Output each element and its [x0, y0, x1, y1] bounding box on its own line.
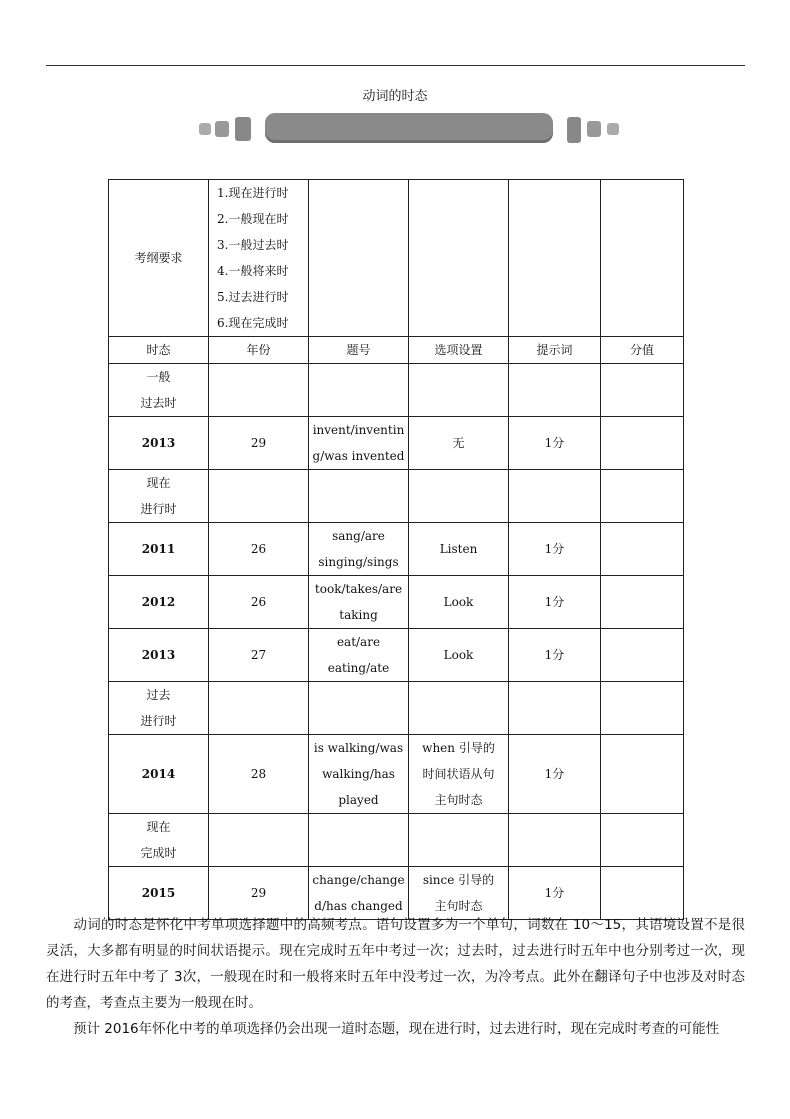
empty-cell: [601, 180, 684, 337]
question-number: 29: [209, 867, 309, 920]
year-cell: 2014: [109, 735, 209, 814]
question-number: 26: [209, 523, 309, 576]
page-title: 动词的时态: [362, 89, 428, 104]
empty-cell: [601, 523, 684, 576]
year-cell: 2013: [109, 417, 209, 470]
options-cell: eat/are eating/ate: [309, 629, 409, 682]
empty-cell: [601, 629, 684, 682]
empty-cell: [509, 814, 601, 867]
empty-cell: [601, 576, 684, 629]
empty-cell: [409, 470, 509, 523]
requirement-item: 2.一般现在时: [217, 212, 289, 226]
empty-cell: [209, 682, 309, 735]
requirement-label: 考纲要求: [109, 180, 209, 337]
requirement-item: 4.一般将来时: [217, 264, 289, 278]
options-cell: is walking/was walking/has played: [309, 735, 409, 814]
tense-group-row: [109, 682, 684, 735]
empty-cell: [509, 364, 601, 417]
empty-cell: [209, 470, 309, 523]
requirement-row: [109, 180, 684, 337]
empty-cell: [409, 682, 509, 735]
table-row: [109, 735, 684, 814]
empty-cell: [601, 417, 684, 470]
tense-label: 现在 完成时: [109, 814, 209, 867]
empty-cell: [409, 364, 509, 417]
header-rule: [46, 65, 745, 66]
empty-cell: [309, 814, 409, 867]
options-cell: invent/inventin g/was invented: [309, 417, 409, 470]
score-cell: 1分: [509, 867, 601, 920]
score-cell: 1分: [509, 523, 601, 576]
hint-cell: 无: [409, 417, 509, 470]
question-number: 28: [209, 735, 309, 814]
title-banner: [197, 113, 625, 145]
analysis-paragraph: 动词的时态是怀化中考单项选择题中的高频考点。语句设置多为一个单句，词数在 10～15，其语境设置不是很灵活，大多都有明显的时间状语提示。现在完成时五年中考过一次；过去时，过去进行时五年中也分别考过一次，现在进行时五年中考了 3次，一般现在时和一般将来时五年中没考过一次，为冷考点。此外在翻译句子中也涉及对时态的考查，考查点主要为一般现在时。: [46, 917, 745, 1011]
year-cell: 2011: [109, 523, 209, 576]
empty-cell: [601, 470, 684, 523]
hint-cell: since 引导的 主句时态: [409, 867, 509, 920]
hint-cell: Look: [409, 629, 509, 682]
prediction-paragraph: 预计 2016年怀化中考的单项选择仍会出现一道时态题，现在进行时，过去进行时，现在完成时考查的可能性: [46, 1021, 720, 1037]
empty-cell: [209, 364, 309, 417]
score-cell: 1分: [509, 417, 601, 470]
requirement-item: 3.一般过去时: [217, 238, 289, 252]
requirement-item: 6.现在完成时: [217, 316, 289, 330]
score-cell: 1分: [509, 576, 601, 629]
empty-cell: [209, 814, 309, 867]
empty-cell: [509, 180, 601, 337]
tense-label: 一般 过去时: [109, 364, 209, 417]
empty-cell: [601, 364, 684, 417]
empty-cell: [509, 682, 601, 735]
tense-group-row: [109, 364, 684, 417]
table-row: [109, 417, 684, 470]
header-row: [109, 337, 684, 364]
column-header: 时态: [109, 337, 209, 364]
requirement-item: 5.过去进行时: [217, 290, 289, 304]
empty-cell: [509, 470, 601, 523]
question-number: 29: [209, 417, 309, 470]
hint-cell: when 引导的 时间状语从句 主句时态: [409, 735, 509, 814]
score-cell: 1分: [509, 735, 601, 814]
tense-group-row: [109, 470, 684, 523]
requirement-item: 1.现在进行时: [217, 186, 289, 200]
year-cell: 2015: [109, 867, 209, 920]
hint-cell: Listen: [409, 523, 509, 576]
empty-cell: [309, 682, 409, 735]
empty-cell: [309, 364, 409, 417]
tense-group-row: [109, 814, 684, 867]
year-cell: 2013: [109, 629, 209, 682]
question-number: 27: [209, 629, 309, 682]
column-header: 选项设置: [409, 337, 509, 364]
column-header: 分值: [601, 337, 684, 364]
empty-cell: [601, 735, 684, 814]
table-row: [109, 629, 684, 682]
column-header: 提示词: [509, 337, 601, 364]
exam-table: [108, 179, 684, 920]
options-cell: took/takes/are taking: [309, 576, 409, 629]
column-header: 题号: [309, 337, 409, 364]
empty-cell: [409, 814, 509, 867]
table-row: [109, 523, 684, 576]
empty-cell: [601, 682, 684, 735]
options-cell: change/change d/has changed: [309, 867, 409, 920]
empty-cell: [309, 470, 409, 523]
empty-cell: [601, 814, 684, 867]
table-row: [109, 576, 684, 629]
empty-cell: [309, 180, 409, 337]
empty-cell: [409, 180, 509, 337]
options-cell: sang/are singing/sings: [309, 523, 409, 576]
hint-cell: Look: [409, 576, 509, 629]
tense-label: 现在 进行时: [109, 470, 209, 523]
year-cell: 2012: [109, 576, 209, 629]
tense-label: 过去 进行时: [109, 682, 209, 735]
question-number: 26: [209, 576, 309, 629]
score-cell: 1分: [509, 629, 601, 682]
column-header: 年份: [209, 337, 309, 364]
requirement-list: [209, 180, 309, 337]
